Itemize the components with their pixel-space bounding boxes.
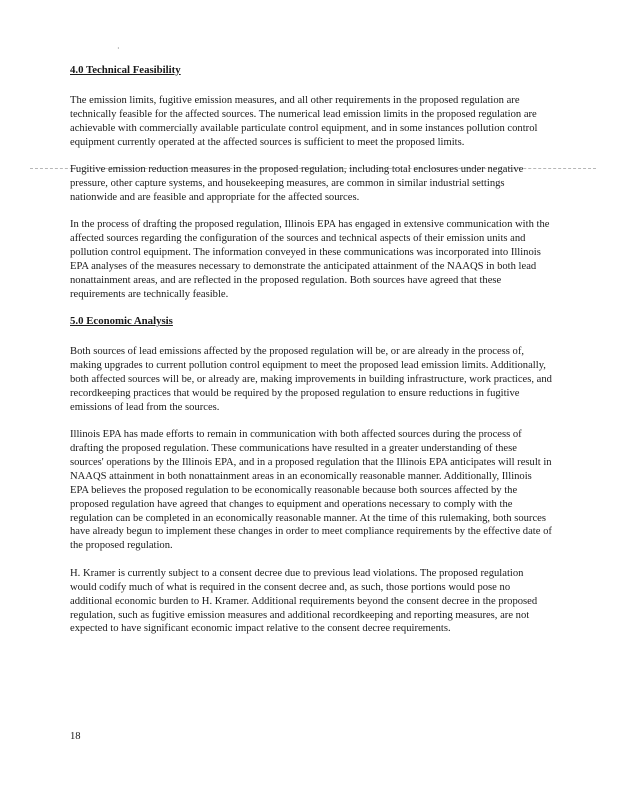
scan-artifact-mark: · — [117, 44, 120, 53]
paragraph: Both sources of lead emissions affected by the proposed regulation will be, or are already in the process of, making upgrades to current pollution control equipment to meet the proposed lead emission limits. Additionally, both affected sources will be, or already are, making improvements in building infrastructure, work practices, and recordkeeping practices that would be required by the proposed regulation to ensure reductions in fugitive emissions of lead from the sources. — [70, 346, 552, 413]
page-body — [70, 64, 552, 650]
paragraph: The emission limits, fugitive emission measures, and all other requirements in the proposed regulation are technically feasible for the affected sources. The numerical lead emission limits in the proposed regulation are achievable with commercially available particulate control equipment, and in some instances pollution control equipment currently operated at the affected sources is sufficient to meet the proposed limits. — [70, 94, 538, 148]
paragraph: In the process of drafting the proposed regulation, Illinois EPA has engaged in extensive communication with the affected sources regarding the configuration of the sources and technical aspects of their emission units and pollution control equipment. The information conveyed in these communications was incorporated into Illinois EPA analyses of the measures necessary to demonstrate the anticipated attainment of the NAAQS in both lead nonattainment areas, and are reflected in the proposed regulation. Both sources have agreed that these requirements are technically feasible. — [70, 219, 550, 300]
section-heading-technical-feasibility: 4.0 Technical Feasibility — [70, 64, 181, 76]
paragraph: Illinois EPA has made efforts to remain in communication with both affected sources during the process of drafting the proposed regulation. These communications have resulted in a greater understanding of these sources' operations by the Illinois EPA, and in a proposed regulation that the Illinois EPA anticipates will result in NAAQS attainment in both nonattainment areas in an economically reasonable manner. Additionally, Illinois EPA believes the proposed regulation to be economically reasonable because both sources affected by the proposed regulation have agreed that changes to equipment and operations necessary to comply with the regulation can be completed in an economically reasonable manner. At the time of this rulemaking, both sources have already begun to implement these changes in order to meet compliance requirements by the effective date of the proposed regulation. — [70, 429, 552, 552]
paragraph: H. Kramer is currently subject to a consent decree due to previous lead violations. The proposed regulation would codify much of what is required in the consent decree and, as such, those portions would pose no additional economic burden to H. Kramer. Additional requirements beyond the consent decree in the proposed regulation, such as fugitive emission measures and additional recordkeeping and reporting measures, are not expected to have significant economic impact relative to the consent decree requirements. — [70, 567, 538, 635]
paragraph: Fugitive emission reduction measures in the proposed regulation, including total enclosures under negative pressure, other capture systems, and housekeeping measures, are common in similar industrial settings nationwide and are feasible and appropriate for the affected sources. — [70, 164, 524, 203]
section-heading-economic-analysis: 5.0 Economic Analysis — [70, 315, 173, 328]
page-number: 18 — [70, 731, 81, 742]
